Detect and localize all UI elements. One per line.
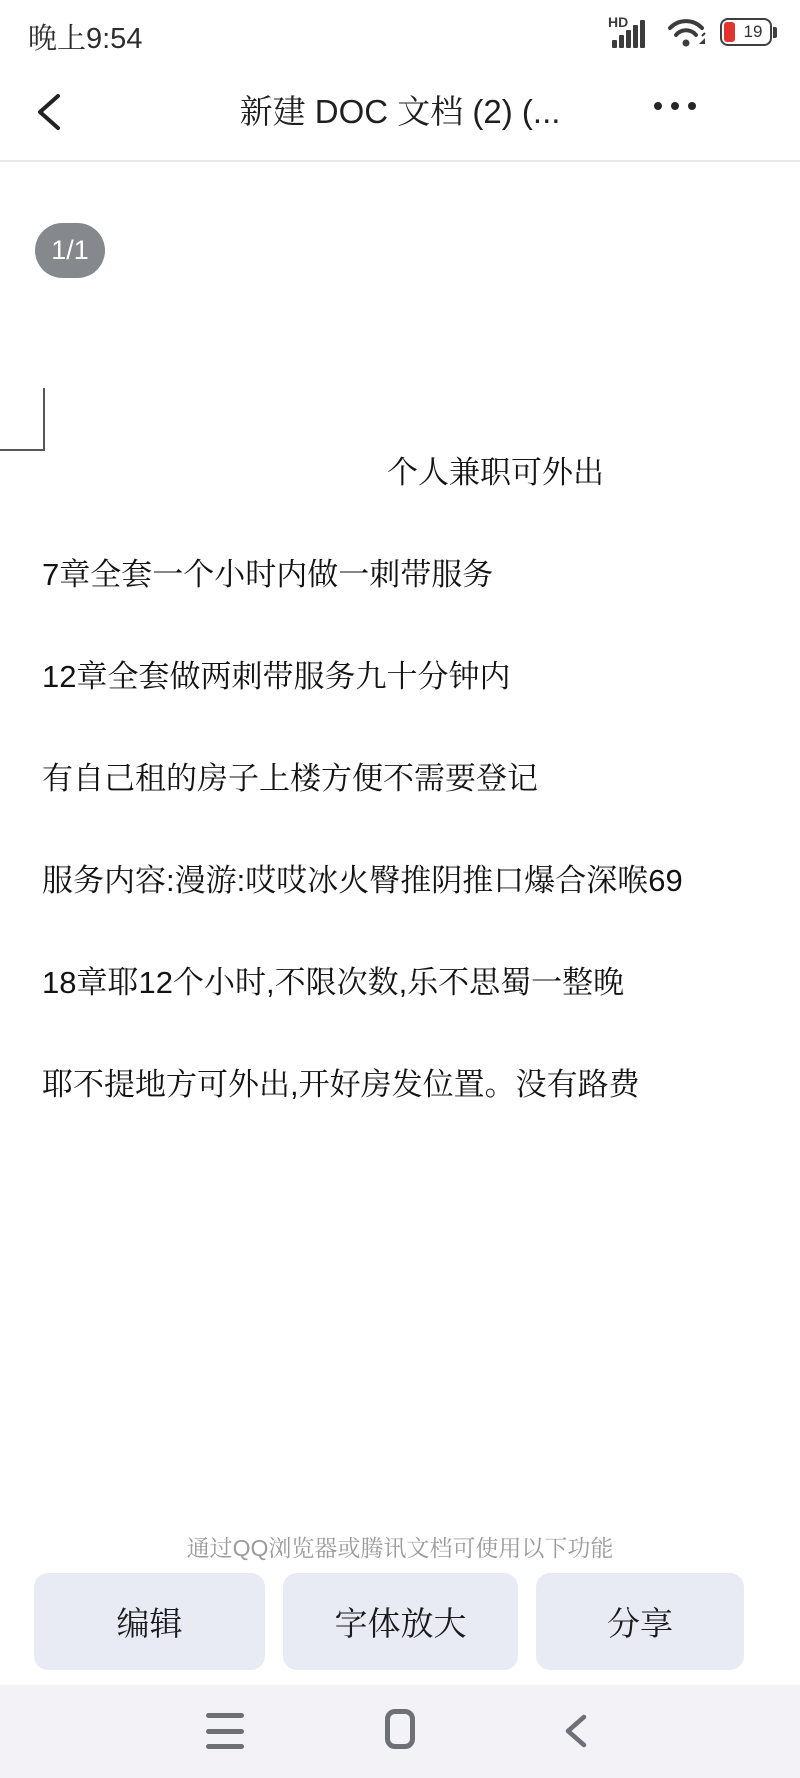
enlarge-font-button[interactable]: 字体放大: [283, 1573, 518, 1670]
nav-menu-icon[interactable]: [206, 1713, 244, 1749]
edit-button[interactable]: 编辑: [34, 1573, 265, 1670]
document-body: [42, 457, 782, 1171]
back-icon[interactable]: [30, 88, 74, 136]
battery-fill-low: [724, 22, 735, 42]
wifi-icon: [666, 14, 710, 50]
document-title-bar-text: 新建 DOC 文档 (2) (...: [239, 93, 561, 130]
title-bar: [0, 62, 800, 160]
doc-paragraph: 耶不提地方可外出,开好房发位置。没有路费: [42, 1067, 640, 1102]
system-nav-bar: [0, 1685, 800, 1778]
more-options-icon[interactable]: [654, 102, 696, 110]
cellular-signal-icon: [608, 14, 656, 50]
doc-heading: 个人兼职可外出: [387, 455, 604, 490]
battery-percent: 19: [743, 22, 763, 41]
doc-paragraph: 18章耶12个小时,不限次数,乐不思蜀一整晚: [42, 965, 625, 1000]
status-bar: [0, 0, 800, 62]
action-button-row: [34, 1573, 744, 1670]
doc-paragraph: 服务内容:漫游:哎哎冰火臀推阴推口爆合深喉69: [42, 863, 683, 898]
battery-icon: [720, 18, 772, 46]
doc-paragraph: 有自己租的房子上楼方便不需要登记: [42, 761, 538, 796]
doc-paragraph: 7章全套一个小时内做一刺带服务: [42, 557, 494, 592]
signal-bars-icon: [612, 20, 645, 48]
document-page[interactable]: [0, 162, 800, 1512]
page-indicator-badge: 1/1: [35, 223, 105, 278]
nav-home-icon[interactable]: [385, 1709, 415, 1749]
feature-hint-text: 通过QQ浏览器或腾讯文档可使用以下功能: [186, 1535, 614, 1561]
clock: 晚上9:54: [28, 23, 143, 55]
nav-back-icon[interactable]: [562, 1711, 588, 1751]
doc-paragraph: 12章全套做两刺带服务九十分钟内: [42, 659, 511, 694]
share-button[interactable]: 分享: [536, 1573, 744, 1670]
hd-volte-icon: HD: [608, 14, 629, 30]
page-corner-mark: [0, 388, 45, 451]
